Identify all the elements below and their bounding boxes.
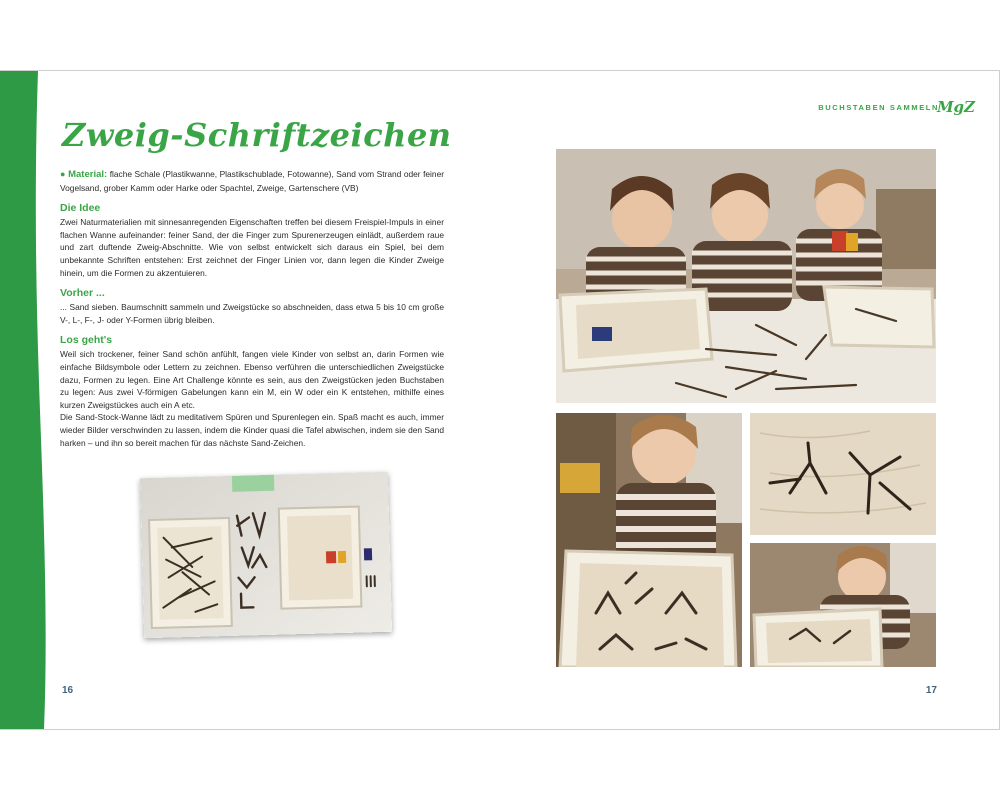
material-text: flache Schale (Plastikwanne, Plastikschublade, Fotowanne), Sand vom Strand oder feiner Vogelsand, grober Kamm oder Harke oder Spachtel, Zweige, Gartenschere (VB)	[60, 169, 445, 193]
section-text-los-gehts: Weil sich trockener, feiner Sand schön anfühlt, fangen viele Kinder von selbst an, darin Formen wie einfache Bildsymbole oder Lettern zu zeichnen. Ebenso verführen die unterschiedlichen Zweigstücke dazu, Formen zu legen. Eine Art Challenge könnte es sein, aus den Zweigstücken jeden Buchstaben zu legen: Aus zwei V-förmigen Gabelungen kann ein M, ein W oder ein K entstehen, mithilfe eines kurzen Zweigstückes auch ein A etc.	[60, 349, 444, 410]
photo-three-girls	[556, 149, 936, 403]
section-text-vorher: ... Sand sieben. Baumschnitt sammeln und Zweigstücke so abschneiden, dass etwa 5 bis 10 cm große V-, L-, F-, J- oder Y-Formen übrig bleiben.	[60, 302, 444, 325]
photo-girl-tray	[556, 413, 742, 667]
page-number-right: 17	[925, 685, 937, 696]
photo-trays-overhead	[140, 472, 392, 638]
section-heading-vorher: Vorher ...	[60, 287, 105, 300]
series-logo: MgZ	[936, 98, 975, 116]
left-page	[60, 71, 500, 729]
section-heading-los-gehts: Los geht's	[60, 334, 113, 347]
photo-girl-drawing	[750, 543, 936, 667]
photo-sand-closeup	[750, 413, 936, 535]
section-heading-idee: Die Idee	[60, 202, 101, 215]
bullet-icon: ●	[60, 169, 66, 179]
right-page	[500, 71, 999, 729]
section-text-los-gehts-2: Die Sand-Stock-Wanne lädt zu meditativem Spüren und Spurenlegen ein. Spaß macht es auch, immer wieder Bilder verschwinden zu lassen, indem die Kinder quasi die Tafel abwischen, indem sie den Sand harken – und ihn so bereit machen für das nächste Sand-Zeichen.	[60, 412, 444, 448]
running-head: BUCHSTABEN SAMMELN	[818, 103, 939, 112]
book-spread	[0, 70, 1000, 730]
page-number-left: 16	[62, 685, 74, 696]
material-label: Material:	[68, 169, 108, 180]
green-side-band	[0, 71, 60, 729]
material-paragraph	[60, 168, 444, 194]
page-title: Zweig-Schriftzeichen	[62, 116, 452, 154]
section-text-idee: Zwei Naturmaterialien mit sinnesanregenden Eigenschaften treffen bei diesem Freispiel-Impuls in einer flachen Wanne aufeinander: feiner Sand, der die Finger zum Spurenerzeugen einlädt, außerdem raue und zart duftende Zweig-Abschnitte. Wie von selbst entwickelt sich daraus ein Spiel, bei dem unbekannte Schriften entstehen: Erst zeichnet der Finger Linien vor, dann legen die Kinder Zweige hinein, um die Formen zu akzentuieren.	[60, 217, 444, 278]
article-text	[60, 168, 444, 449]
